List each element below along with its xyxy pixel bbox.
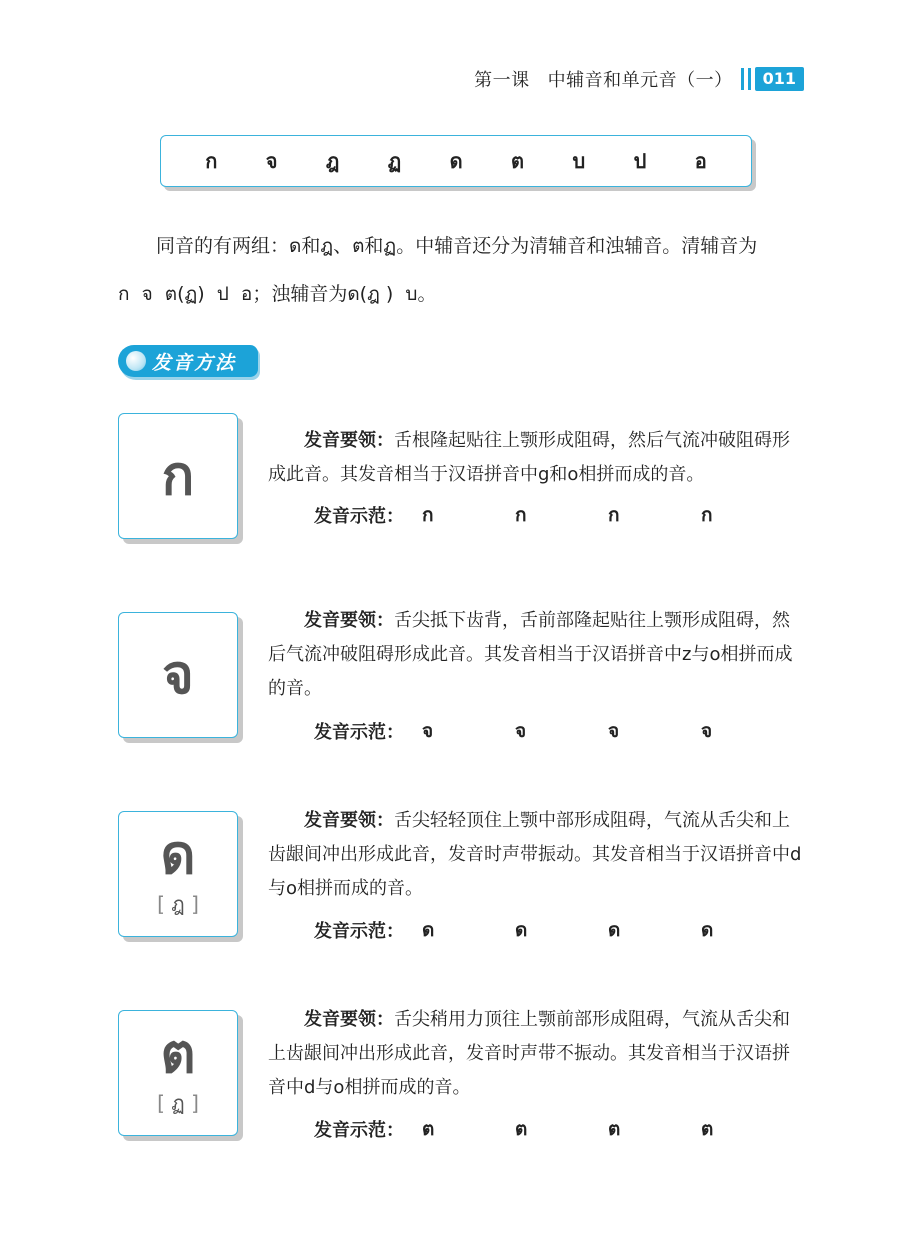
demo-sample: จ — [422, 720, 434, 742]
description-text — [268, 424, 804, 492]
demo-sample: ต — [701, 1118, 714, 1140]
description-body: 舌根隆起贴往上颚形成阻碍，然后气流冲破阻碍形成此音。其发音相当于汉语拼音中g和o相拼而成的音。 — [268, 430, 790, 485]
consonant: ก — [205, 149, 218, 173]
letter-card-to-tao — [118, 1010, 238, 1136]
letter-card-do-dek — [118, 811, 238, 937]
pronunciation-description — [268, 1003, 804, 1105]
pronunciation-description — [268, 604, 804, 706]
letter-card-ko-kai — [118, 413, 238, 539]
demo-label: 发音示范： — [314, 722, 404, 743]
description-text — [268, 804, 804, 906]
description-body: 舌尖轻轻顶住上颚中部形成阻碍，气流从舌尖和上齿龈间冲出形成此音，发音时声带振动。其发音相当于汉语拼音中d与o相拼而成的音。 — [268, 810, 802, 899]
demo-label: 发音示范： — [314, 921, 404, 942]
demo-sample: ด — [608, 919, 621, 941]
consonant: ต — [511, 149, 525, 173]
page-number: 011 — [755, 67, 804, 91]
consonant: บ — [572, 149, 586, 173]
alternate-glyph: ฎ — [171, 892, 185, 916]
letter-glyph: ต — [160, 1022, 196, 1085]
intro-line-2: ก จ ต(ฏ) ป อ；浊辅音为ด(ฎ ) บ。 — [118, 283, 437, 305]
intro-line-1: 同音的有两组：ด和ฎ、ต和ฏ。中辅音还分为清辅音和浊辅音。清辅音为 — [156, 235, 758, 257]
demo-sample: จ — [608, 720, 620, 742]
demo-label: 发音示范： — [314, 506, 404, 527]
demo-sample: ด — [422, 919, 435, 941]
demo-sample: ก — [701, 504, 713, 526]
lesson-title: 中辅音和单元音（一） — [547, 70, 733, 91]
demo-label: 发音示范： — [314, 1120, 404, 1141]
demo-sample: ก — [515, 504, 527, 526]
consonant: ป — [633, 149, 647, 173]
letter-card-cho-chan — [118, 612, 238, 738]
consonant-list — [160, 135, 752, 187]
pronunciation-description — [268, 804, 804, 906]
demo-sample: ต — [608, 1118, 621, 1140]
letter-glyph: ก — [161, 444, 195, 507]
pronunciation-description — [268, 424, 804, 492]
consonant: อ — [694, 149, 707, 173]
demo-sample: ก — [422, 504, 434, 526]
letter-glyph: จ — [162, 643, 194, 706]
pronunciation-demo — [314, 915, 814, 945]
section-badge — [118, 345, 258, 377]
letter-alternate: [ ฏ ] — [157, 1091, 199, 1115]
demo-sample: ด — [701, 919, 714, 941]
description-text — [268, 1003, 804, 1105]
consonant: ฏ — [387, 149, 402, 173]
consonant: จ — [265, 149, 278, 173]
description-label: 发音要领： — [304, 430, 394, 451]
description-text — [268, 604, 804, 706]
page-header — [440, 64, 804, 94]
pronunciation-demo — [314, 1114, 814, 1144]
description-body: 舌尖抵下齿背，舌前部隆起贴往上颚形成阻碍，然后气流冲破阻碍形成此音。其发音相当于汉语拼音中z与o相拼而成的音。 — [268, 610, 793, 699]
consonant: ด — [449, 149, 463, 173]
demo-sample: จ — [515, 720, 527, 742]
letter-alternate: [ ฎ ] — [157, 892, 199, 916]
pronunciation-demo — [314, 500, 814, 530]
demo-sample: ด — [515, 919, 528, 941]
alternate-glyph: ฏ — [171, 1091, 185, 1115]
pronunciation-demo — [314, 716, 814, 746]
lesson-number: 第一课 — [474, 70, 530, 91]
description-label: 发音要领： — [304, 610, 394, 631]
demo-sample: ก — [608, 504, 620, 526]
consonant: ฎ — [325, 149, 340, 173]
section-title: 发音方法 — [152, 351, 237, 374]
demo-sample: ต — [515, 1118, 528, 1140]
description-label: 发音要领： — [304, 810, 394, 831]
demo-sample: จ — [701, 720, 713, 742]
description-label: 发音要领： — [304, 1009, 394, 1030]
intro-paragraph — [118, 222, 808, 318]
bubble-icon — [126, 351, 146, 371]
header-divider — [741, 68, 751, 90]
description-body: 舌尖稍用力顶往上颚前部形成阻碍，气流从舌尖和上齿龈间冲出形成此音，发音时声带不振动。其发音相当于汉语拼音中d与o相拼而成的音。 — [268, 1009, 790, 1098]
demo-sample: ต — [422, 1118, 435, 1140]
letter-glyph: ด — [160, 823, 196, 886]
